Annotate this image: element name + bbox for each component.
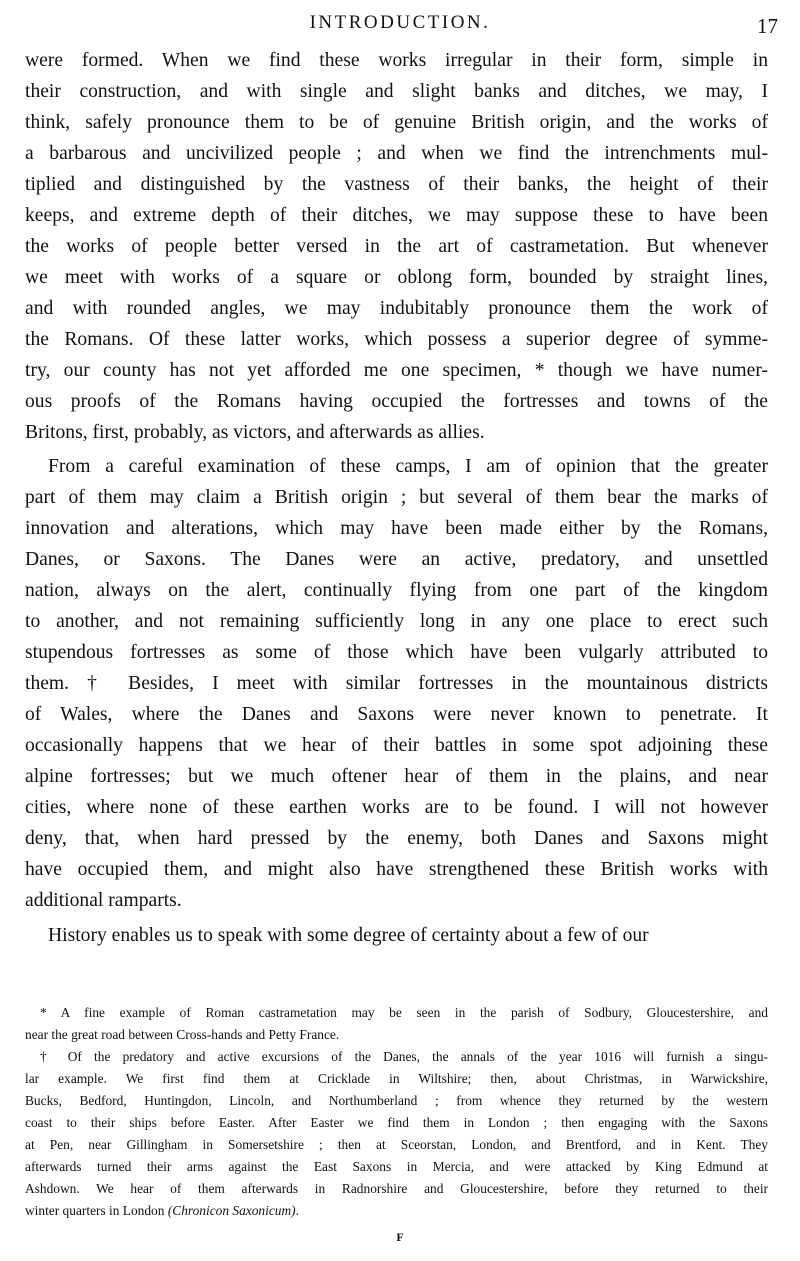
body-line: were formed. When we find these works irregular in their form, simple in: [25, 50, 768, 71]
footnote-line: Bucks, Bedford, Huntingdon, Lincoln, and Northumberland ; from whence they returned by the western: [25, 1093, 768, 1108]
body-line: occasionally happens that we hear of their battles in some spot adjoining these: [25, 735, 768, 756]
footnote-end: .: [295, 1203, 299, 1218]
body-line: the works of people better versed in the art of castrametation. But whenever: [25, 236, 768, 257]
body-line: From a careful examination of these camps, I am of opinion that the greater: [48, 456, 768, 477]
body-line: a barbarous and uncivilized people ; and when we find the intrenchments mul-: [25, 143, 768, 164]
body-line: try, our county has not yet afforded me one specimen, * though we have numer-: [25, 360, 768, 381]
footnote-line: * A fine example of Roman castrametation may be seen in the parish of Sodbury, Gloucestershire, and: [40, 1005, 768, 1020]
body-line: alpine fortresses; but we much oftener hear of them in the plains, and near: [25, 766, 768, 787]
body-line: part of them may claim a British origin ; but several of them bear the marks of: [25, 487, 768, 508]
footnote-line: coast to their ships before Easter. After Easter we find them in London ; then engaging with the Saxons: [25, 1115, 768, 1130]
body-line: stupendous fortresses as some of those which have been vulgarly attributed to: [25, 642, 768, 663]
footnote-line: † Of the predatory and active excursions of the Danes, the annals of the year 1016 will furnish a singu-: [40, 1049, 768, 1064]
running-title: INTRODUCTION.: [309, 12, 491, 33]
footnote-line: [25, 1200, 768, 1222]
body-line: them. † Besides, I meet with similar fortresses in the mountainous districts: [25, 673, 768, 694]
body-line: tiplied and distinguished by the vastness of their banks, the height of their: [25, 174, 768, 195]
body-line: and with rounded angles, we may indubitably pronounce them the work of: [25, 298, 768, 319]
footnote-line: near the great road between Cross-hands and Petty France.: [25, 1027, 340, 1042]
body-line: think, safely pronounce them to be of genuine British origin, and the works of: [25, 112, 768, 133]
body-line: have occupied them, and might also have strengthened these British works with: [25, 859, 768, 880]
body-line: ous proofs of the Romans having occupied the fortresses and towns of the: [25, 391, 768, 412]
footnote-line: lar example. We first find them at Cricklade in Wiltshire; then, about Christmas, in Warwickshire,: [25, 1071, 768, 1086]
citation-chronicon: (Chronicon Saxonicum): [167, 1203, 296, 1218]
body-line: cities, where none of these earthen works are to be found. I will not however: [25, 797, 768, 818]
body-line: their construction, and with single and slight banks and ditches, we may, I: [25, 81, 768, 102]
body-line: additional ramparts.: [25, 890, 182, 911]
body-line: keeps, and extreme depth of their ditches, we may suppose these to have been: [25, 205, 768, 226]
body-line: innovation and alterations, which may have been made either by the Romans,: [25, 518, 768, 539]
page-number: 17: [757, 14, 778, 38]
body-line: the Romans. Of these latter works, which possess a superior degree of symme-: [25, 329, 768, 350]
body-line: Danes, or Saxons. The Danes were an active, predatory, and unsettled: [25, 549, 768, 570]
body-line: Britons, first, probably, as victors, and afterwards as allies.: [25, 422, 485, 443]
footnote-text: winter quarters in London: [25, 1203, 168, 1218]
body-line: History enables us to speak with some degree of certainty about a few of our: [48, 925, 649, 946]
body-line: of Wales, where the Danes and Saxons were never known to penetrate. It: [25, 704, 768, 725]
signature-mark: F: [396, 1230, 404, 1244]
body-line: to another, and not remaining sufficiently long in any one place to erect such: [25, 611, 768, 632]
body-line: deny, that, when hard pressed by the enemy, both Danes and Saxons might: [25, 828, 768, 849]
body-line: nation, always on the alert, continually flying from one part of the kingdom: [25, 580, 768, 601]
body-line: we meet with works of a square or oblong form, bounded by straight lines,: [25, 267, 768, 288]
footnote-line: at Pen, near Gillingham in Somersetshire ; then at Sceorstan, London, and Brentford, and in Kent. They: [25, 1137, 768, 1152]
footnote-line: Ashdown. We hear of them afterwards in Radnorshire and Gloucestershire, before they returned to their: [25, 1181, 768, 1196]
footnote-line: afterwards turned their arms against the East Saxons in Mercia, and were attacked by King Edmund at: [25, 1159, 768, 1174]
